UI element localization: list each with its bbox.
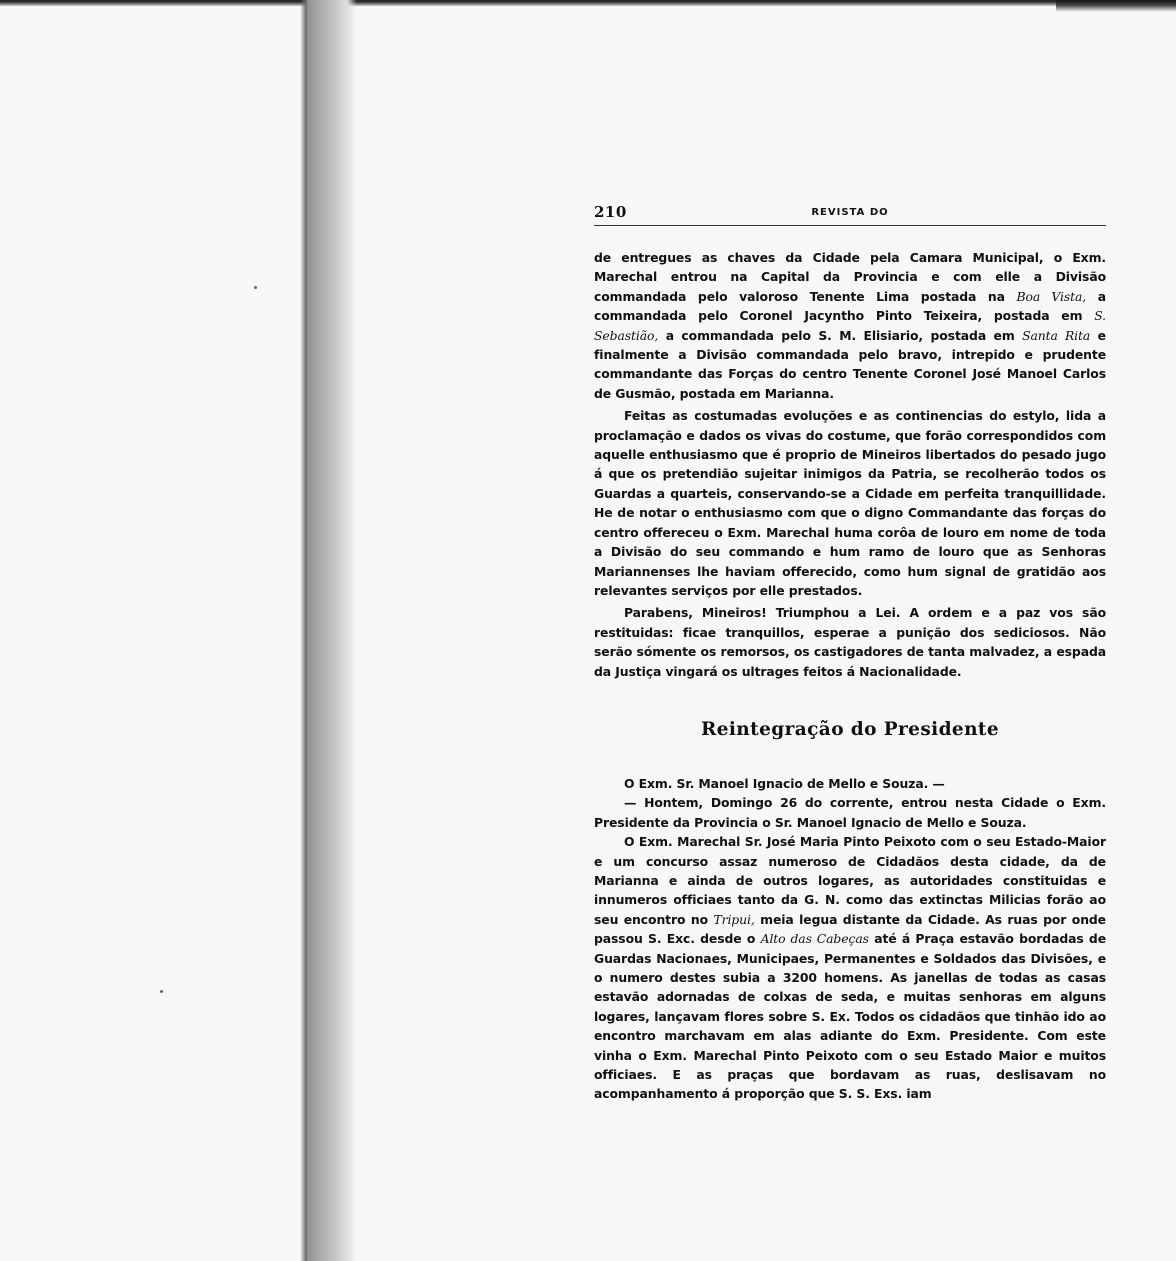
text-run: Feitas as costumadas evoluções e as continencias do estylo, lida a proclamação e dados os vivas do costume, que forão correspondidos com aquelle enthusiasmo que é proprio de Mineiros libertados do pesado jugo á que os pretendião sujeitar inimigos da Patria, se recolherão todos os Guardas a quarteis, conservando-se a Cidade em perfeita tranquillidade. He de notar o enthusiasmo com que o digno Commandante das forças do centro offereceu o Exm. Marechal huma corôa de louro em nome de toda a Divisão do seu commando e hum ramo de louro que as Senhoras Mariannenses lhe haviam offerecido, como hum signal de gratidão aos relevantes serviços por elle prestados.: [594, 408, 1106, 598]
text-run: e finalmente a Divisão commandada pelo bravo, intrepido e prudente commandante das Forças do centro Tenente Coronel José Manoel Carlos de Gusmão, postada em Marianna.: [594, 327, 1106, 401]
book-binding-shadow: [307, 0, 357, 1261]
section-title: Reintegração do Presidente: [700, 718, 1000, 740]
text-run: Parabens, Mineiros! Triumphou a Lei. A ordem e a paz vos são restituidas: ficae tranquillos, esperae a punição dos sediciosos. Não serão sómente os remorsos, os castigadores de tanta malvadez, a espada da Justiça vingará os ultrages feitos á Nacionalidade.: [594, 605, 1106, 679]
book-page: [594, 203, 1106, 1104]
scan-speck: [160, 990, 163, 993]
scan-top-edge: [0, 0, 1176, 6]
text-run: O Exm. Marechal Sr. José Maria Pinto Peixoto com o seu Estado-Maior e um concurso assaz numeroso de Cidadãos desta cidade, da de Marianna e ainda de outros logares, as autoridades constituidas e innumeros officiaes tanto da G. N. como das extinctas Milicias forão ao seu encontro no: [594, 834, 1106, 927]
paragraph: [594, 248, 1106, 403]
paragraph: [594, 406, 1106, 600]
paragraph: [594, 793, 1106, 832]
italic-place-name: Boa Vista,: [1016, 288, 1087, 304]
text-run: O Exm. Sr. Manoel Ignacio de Mello e Souza. —: [624, 775, 945, 791]
page-number: 210: [594, 203, 627, 221]
body-text-top: [594, 248, 1106, 681]
text-run: meia legua distante da Cidade. As ruas por onde passou S. Exc. desde o: [594, 911, 1106, 947]
body-text-bottom: [594, 774, 1106, 1104]
text-run: até á Praça estavão bordadas de Guardas Nacionaes, Municipaes, Permanentes e Soldados das Divisões, e o numero destes subia a 3200 homens. As janellas de todas as casas estavão adornadas de colxas de seda, e muitas senhoras em alguns logares, lançavam flores sobre S. Ex. Todos os cidadãos que tinhão ido ao encontro marchavam em alas adiante do Exm. Presidente. Com este vinha o Exm. Marechal Pinto Peixoto com o seu Estado Maior e muitos officiaes. E as praças que bordavam as ruas, deslisavam no acompanhamento á proporção que S. S. Exs. iam: [594, 931, 1107, 1102]
paragraph: [594, 603, 1106, 681]
text-run: de entregues as chaves da Cidade pela Camara Municipal, o Exm. Marechal entrou na Capital da Provincia e com elle a Divisão commandada pelo valoroso Tenente Lima postada na: [594, 250, 1106, 304]
scan-corner-shadow: [1056, 0, 1176, 12]
running-title: REVISTA DO: [811, 207, 889, 218]
italic-place-name: Tripui,: [713, 911, 755, 927]
scan-speck: [254, 286, 257, 289]
paragraph: [594, 774, 1106, 793]
paragraph: [594, 832, 1106, 1104]
italic-place-name: S. Sebastião,: [594, 308, 1106, 343]
text-run: — Hontem, Domingo 26 do corrente, entrou nesta Cidade o Exm. Presidente da Provincia o Sr. Manoel Ignacio de Mello e Souza.: [594, 795, 1106, 830]
italic-place-name: Santa Rita: [1022, 327, 1091, 343]
running-header: [594, 203, 1106, 226]
italic-place-name: Alto das Cabeças: [760, 931, 869, 947]
text-run: a commandada pelo Coronel Jacyntho Pinto Teixeira, postada em: [594, 288, 1106, 324]
text-run: a commandada pelo S. M. Elisiario, postada em: [658, 327, 1023, 343]
